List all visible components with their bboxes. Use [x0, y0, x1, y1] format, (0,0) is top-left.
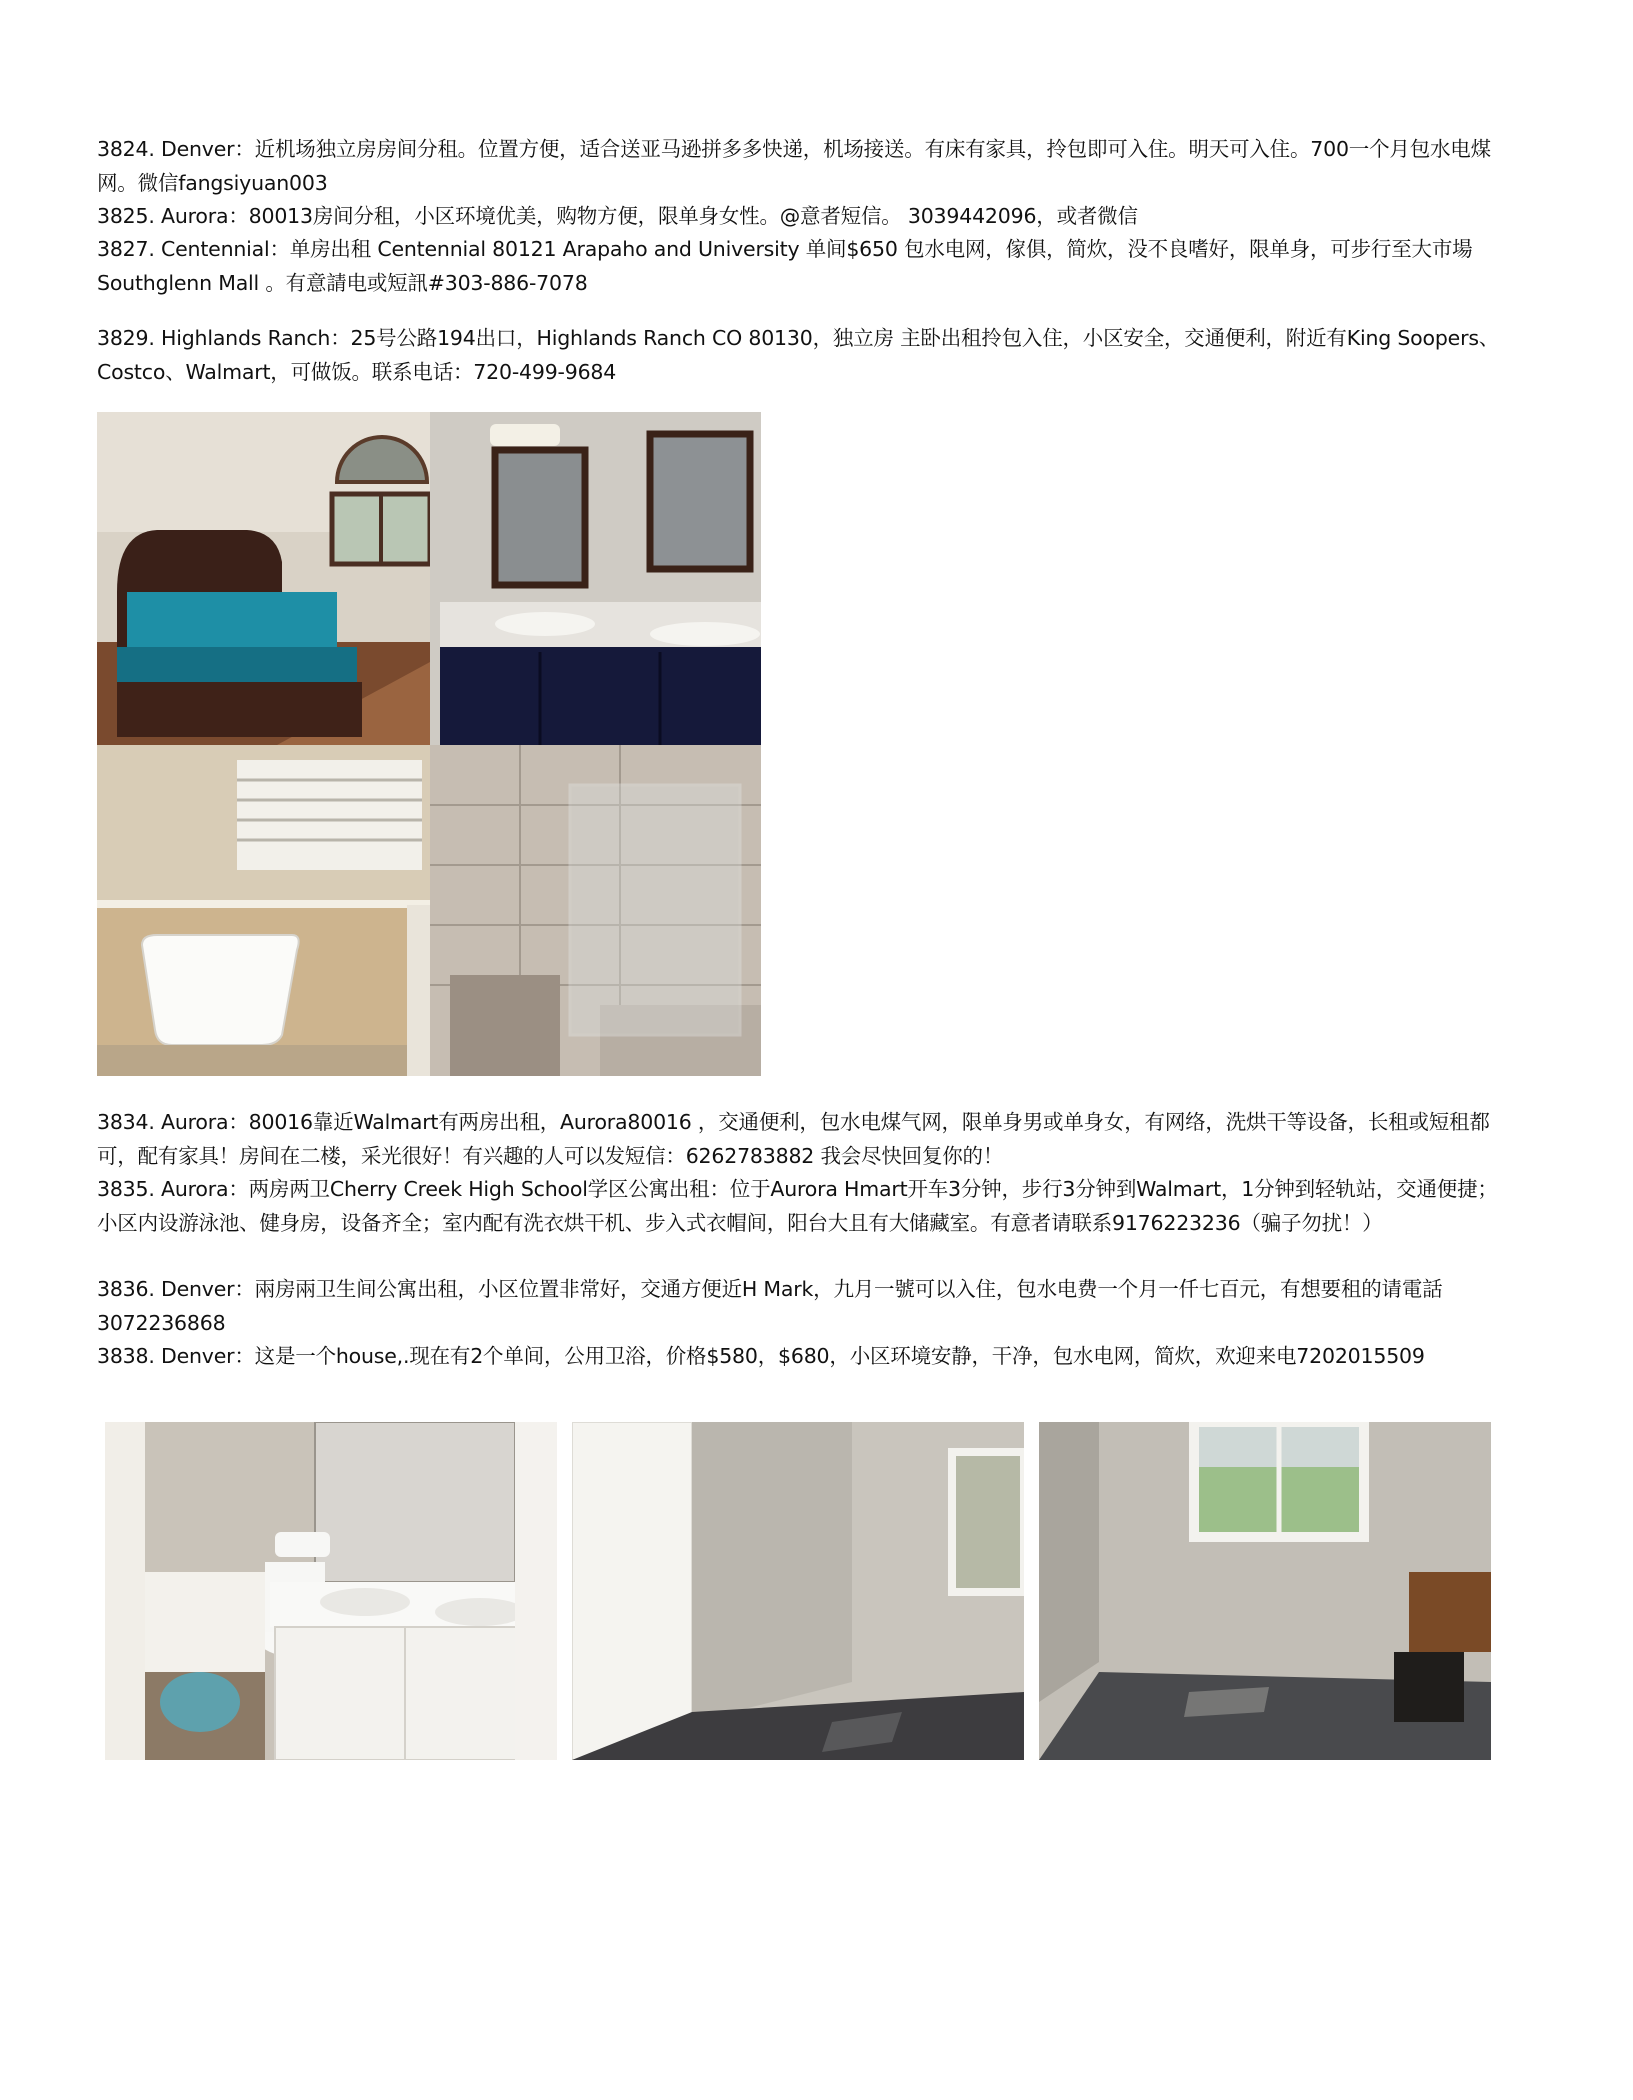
bathtub-photo	[97, 745, 430, 1076]
listing-3838: 3838. Denver：这是一个house,.现在有2个单间，公用卫浴，价格$580，$680，小区环境安静，干净，包水电网，简炊，欢迎来电7202015509	[97, 1344, 1425, 1368]
listing-3836: 3836. Denver：兩房兩卫生间公寓出租，小区位置非常好，交通方便近H Mark，九月一號可以入住，包水电费一个月一仟七百元，有想要租的请電話3072236868	[97, 1277, 1443, 1335]
shower-photo	[430, 745, 761, 1076]
listing-3825: 3825. Aurora：80013房间分租，小区环境优美，购物方便，限单身女性。@意者短信。 3039442096，或者微信	[97, 204, 1138, 228]
empty-room-window-photo	[1039, 1422, 1491, 1760]
bathroom-vanity-photo	[430, 412, 761, 745]
listing-3834: 3834. Aurora：80016靠近Walmart有两房出租，Aurora80016 ，交通便利，包水电煤气网，限单身男或单身女，有网络，洗烘干等设备，长租或短租都可，配有家具！房间在二楼，采光很好！有兴趣的人可以发短信：6262783882 我会尽快回复你的！	[97, 1110, 1490, 1168]
listing-3829: 3829. Highlands Ranch：25号公路194出口，Highlands Ranch CO 80130，独立房 主卧出租拎包入住，小区安全，交通便利，附近有King Soopers、Costco、Walmart，可做饭。联系电话：720-499-9684	[97, 326, 1500, 384]
empty-room-photo	[572, 1422, 1024, 1760]
listing-3824: 3824. Denver：近机场独立房房间分租。位置方便，适合送亚马逊拼多多快递，机场接送。有床有家具，拎包即可入住。明天可入住。700一个月包水电煤网。微信fangsiyuan003	[97, 137, 1491, 195]
bedroom-photo	[97, 412, 430, 745]
bathroom-sink-photo	[105, 1422, 557, 1760]
listing-3835: 3835. Aurora：两房两卫Cherry Creek High School学区公寓出租：位于Aurora Hmart开车3分钟，步行3分钟到Walmart，1分钟到轻轨站，交通便捷；小区内设游泳池、健身房，设备齐全；室内配有洗衣烘干机、步入式衣帽间，阳台大且有大储藏室。有意者请联系9176223236（骗子勿扰！）	[97, 1177, 1498, 1235]
listing-3827: 3827. Centennial：单房出租 Centennial 80121 Arapaho and University 单间$650 包水电网，傢俱，简炊，没不良嗜好，限单身，可步行至大市場 Southglenn Mall 。有意請电或短訊#303-886-7078	[97, 237, 1473, 295]
